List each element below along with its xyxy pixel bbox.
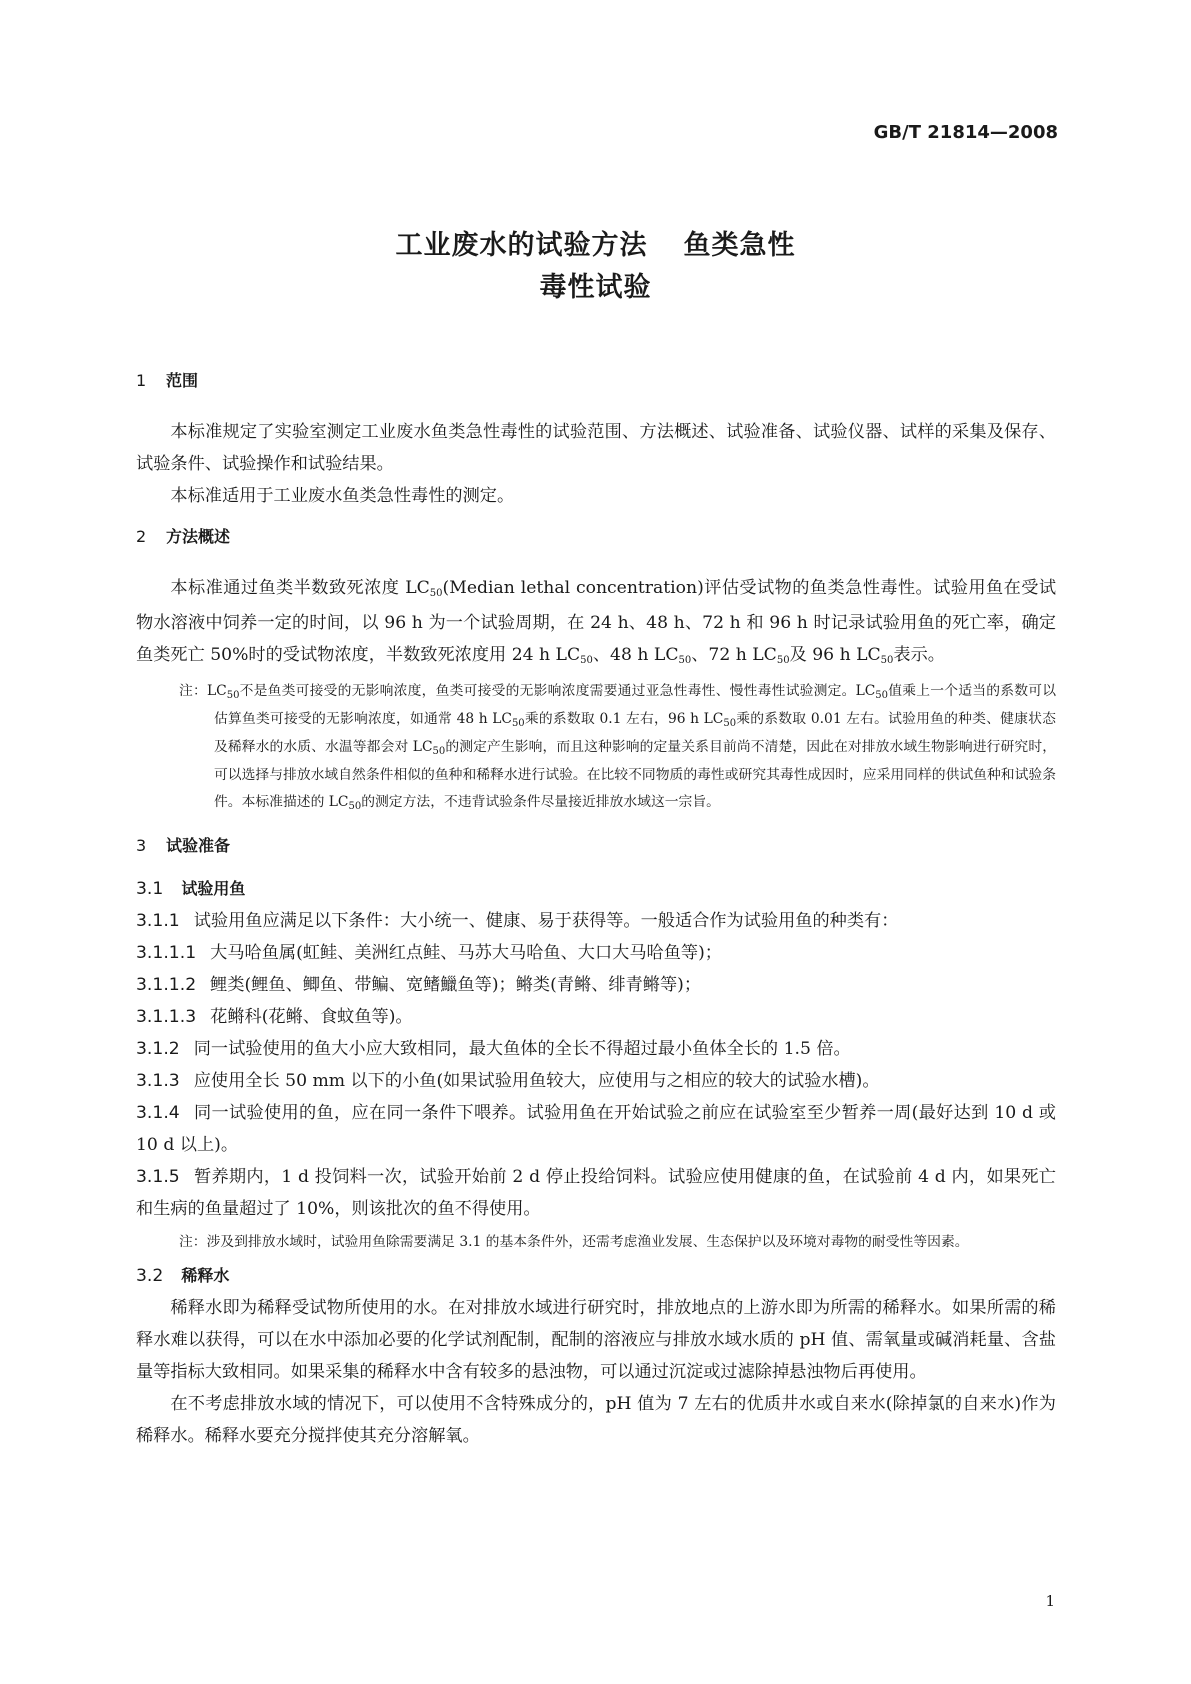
- paragraph: 稀释水即为稀释受试物所使用的水。在对排放水域进行研究时，排放地点的上游水即为所需的稀释水。如果所需的稀释水难以获得，可以在水中添加必要的化学试剂配制，配制的溶液应与排放水域水质的 pH 值、需氧量或碱消耗量、含盐量等指标大致相同。如果采集的稀释水中含有较多的悬浊物，可以通过沉淀或过滤除掉悬浊物后再使用。: [136, 1298, 1056, 1382]
- section-title: 试验准备: [166, 836, 231, 855]
- section-heading-preparation: [136, 835, 1056, 857]
- clause-item: 3.1.3 应使用全长 50 mm 以下的小鱼(如果试验用鱼较大，应使用与之相应的较大的试验水槽)。: [136, 1071, 880, 1091]
- clause-item: 3.1.1.1 大马哈鱼属(虹鲑、美洲红点鲑、马苏大马哈鱼、大口大马哈鱼等)；: [136, 943, 722, 963]
- title-line-2: 毒性试验: [539, 272, 652, 303]
- title-line-1-part-a: 工业废水的试验方法: [395, 230, 648, 261]
- standard-code: GB/T 21814—2008: [873, 122, 1058, 143]
- note: 注：$LC_{50}$不是鱼类可接受的无影响浓度，鱼类可接受的无影响浓度需要通过亚急性毒性、慢性毒性试验测定。$LC_{50}$值乘上一个适当的系数可以估算鱼类可接受的无影响浓度，如通常 48 h $LC_{50}$乘的系数取 0.1 左右，96 h $LC_{50}$乘的系数取 0.01 左右。试验用鱼的种类、健康状态及稀释水的水质、水温等都会对 $LC_{50}$的测定产生影响，而且这种影响的定量关系目前尚不清楚，因此在对排放水域生物影响进行研究时，可以选择与排放水域自然条件相似的鱼种和稀释水进行试验。在比较不同物质的毒性或研究其毒性成因时，应采用同样的供试鱼种和试验条件。本标准描述的 $LC_{50}$的测定方法，不违背试验条件尽量接近排放水域这一宗旨。: [179, 683, 1057, 812]
- document-title: [0, 225, 1191, 309]
- clause-item: 3.1.5 暂养期内，1 d 投饲料一次，试验开始前 2 d 停止投给饲料。试验应使用健康的鱼，在试验前 4 d 内，如果死亡和生病的鱼量超过了 10%，则该批次的鱼不得使用。: [136, 1167, 1056, 1219]
- section-title: 范围: [166, 371, 199, 390]
- title-line-1-part-b: 鱼类急性: [683, 230, 796, 261]
- document-body: [136, 370, 1056, 1452]
- section-heading-method: [136, 526, 1056, 548]
- section-heading-scope: [136, 370, 1056, 392]
- clause-item: 3.1.4 同一试验使用的鱼，应在同一条件下喂养。试验用鱼在开始试验之前应在试验室至少暂养一周(最好达到 10 d 或 10 d 以上)。: [136, 1103, 1056, 1155]
- paragraph: 本标准通过鱼类半数致死浓度 LC50(Median lethal concentration)评估受试物的鱼类急性毒性。试验用鱼在受试物水溶液中饲养一定的时间，以 96 h 为一个试验周期，在 24 h、48 h、72 h 和 96 h 时记录试验用鱼的死亡率，确定鱼类死亡 50%时的受试物浓度，半数致死浓度用 24 h LC50、48 h LC50、72 h LC50及 96 h LC50表示。: [136, 578, 1057, 666]
- paragraph: 在不考虑排放水域的情况下，可以使用不含特殊成分的，pH 值为 7 左右的优质井水或自来水(除掉氯的自来水)作为稀释水。稀释水要充分搅拌使其充分溶解氧。: [136, 1394, 1056, 1446]
- clause-item: 3.1.1 试验用鱼应满足以下条件：大小统一、健康、易于获得等。一般适合作为试验用鱼的种类有：: [136, 911, 899, 931]
- section-number: 1: [136, 371, 147, 390]
- clause-item: 3.1.1.2 鲤类(鲤鱼、鲫鱼、带鳊、宽鳍鱲鱼等)；鳉类(青鳉、绯青鳉等)；: [136, 975, 702, 995]
- note: 注：涉及到排放水域时，试验用鱼除需要满足 3.1 的基本条件外，还需考虑渔业发展、生态保护以及环境对毒物的耐受性等因素。: [179, 1234, 969, 1250]
- subsection-heading-test-fish: 3.1 试验用鱼: [136, 879, 246, 899]
- paragraph: 本标准适用于工业废水鱼类急性毒性的测定。: [170, 486, 515, 506]
- section-number: 2: [136, 527, 147, 546]
- section-title: 方法概述: [166, 527, 231, 546]
- section-number: 3: [136, 836, 147, 855]
- clause-item: 3.1.2 同一试验使用的鱼大小应大致相同，最大鱼体的全长不得超过最小鱼体全长的 1.5 倍。: [136, 1039, 851, 1059]
- page-number: 1: [1045, 1592, 1055, 1610]
- paragraph: 本标准规定了实验室测定工业废水鱼类急性毒性的试验范围、方法概述、试验准备、试验仪器、试样的采集及保存、试验条件、试验操作和试验结果。: [136, 422, 1056, 474]
- subsection-heading-dilution-water: 3.2 稀释水: [136, 1266, 230, 1286]
- title-line-1: [0, 225, 1191, 267]
- clause-item: 3.1.1.3 花鳉科(花鳉、食蚊鱼等)。: [136, 1007, 413, 1027]
